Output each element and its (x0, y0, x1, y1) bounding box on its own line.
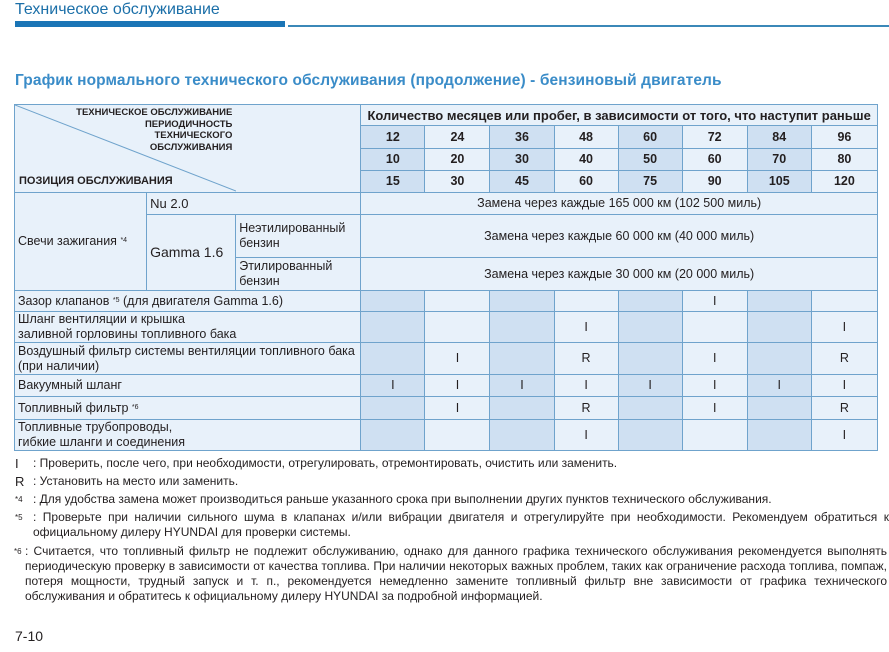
table-row: Вакуумный шланг I I I I I I I I (15, 375, 878, 397)
km-15: 15 (361, 171, 425, 193)
months-24: 24 (425, 126, 490, 149)
months-96: 96 (811, 126, 877, 149)
months-84: 84 (747, 126, 811, 149)
km-60: 60 (554, 171, 618, 193)
fuel-leaded: Этилированный бензин (236, 258, 361, 291)
miles-70: 70 (747, 149, 811, 171)
corner-item-label: ПОЗИЦИЯ ОБСЛУЖИВАНИЯ (19, 175, 173, 187)
spark-plugs-nu-interval: Замена через каждые 165 000 км (102 500 миль) (361, 193, 878, 215)
months-12: 12 (361, 126, 425, 149)
table-corner-header (15, 105, 361, 193)
miles-40: 40 (554, 149, 618, 171)
item-label: Топливные трубопроводы, гибкие шланги и соединения (15, 420, 361, 451)
engine-nu-2-0: Nu 2.0 (147, 193, 361, 215)
section-rule-thin (288, 25, 889, 27)
miles-30: 30 (490, 149, 554, 171)
months-72: 72 (682, 126, 747, 149)
km-105: 105 (747, 171, 811, 193)
miles-10: 10 (361, 149, 425, 171)
item-label: Топливный фильтр $^{*6}$ (15, 397, 361, 420)
km-30: 30 (425, 171, 490, 193)
miles-80: 80 (811, 149, 877, 171)
miles-50: 50 (618, 149, 682, 171)
km-45: 45 (490, 171, 554, 193)
fuel-unleaded: Неэтилированный бензин (236, 215, 361, 258)
page-heading: График нормального технического обслуживания (продолжение) - бензиновый двигатель (15, 72, 722, 89)
interval-caption: Количество месяцев или пробег, в зависимости от того, что наступит раньше (361, 105, 878, 126)
spark-plugs-unleaded-interval: Замена через каждые 60 000 км (40 000 миль) (361, 215, 878, 258)
miles-60: 60 (682, 149, 747, 171)
table-row: Зазор клапанов $^{*5}$ (для двигателя Gamma 1.6) I (15, 291, 878, 312)
item-label: Воздушный фильтр системы вентиляции топливного бака (при наличии) (15, 343, 361, 375)
km-90: 90 (682, 171, 747, 193)
table-row: Воздушный фильтр системы вентиляции топливного бака (при наличии) I R I R (15, 343, 878, 375)
miles-20: 20 (425, 149, 490, 171)
spark-plugs-leaded-interval: Замена через каждые 30 000 км (20 000 миль) (361, 258, 878, 291)
section-title: Техническое обслуживание (15, 1, 220, 18)
months-48: 48 (554, 126, 618, 149)
engine-gamma-1-6: Gamma 1.6 (147, 215, 236, 291)
page-number: 7-10 (15, 628, 44, 644)
months-60: 60 (618, 126, 682, 149)
item-label: Шланг вентиляции и крышка заливной горловины топливного бака (15, 312, 361, 343)
section-rule-thick (15, 21, 285, 27)
km-120: 120 (811, 171, 877, 193)
spark-plugs-label: Свечи зажигания $^{*4}$ (15, 193, 147, 291)
table-row: Топливные трубопроводы, гибкие шланги и соединения I I (15, 420, 878, 451)
item-label: Зазор клапанов $^{*5}$ (для двигателя Gamma 1.6) (15, 291, 361, 312)
corner-periodicity-label: ТЕХНИЧЕСКОЕ ОБСЛУЖИВАНИЕ ПЕРИОДИЧНОСТЬ ТЕХНИЧЕСКОГО ОБСЛУЖИВАНИЯ (76, 107, 233, 153)
maintenance-schedule-table (14, 104, 878, 451)
months-36: 36 (490, 126, 554, 149)
km-75: 75 (618, 171, 682, 193)
table-row: Топливный фильтр $^{*6}$ I R I R (15, 397, 878, 420)
table-row: Шланг вентиляции и крышка заливной горловины топливного бака I I (15, 312, 878, 343)
item-label: Вакуумный шланг (15, 375, 361, 397)
